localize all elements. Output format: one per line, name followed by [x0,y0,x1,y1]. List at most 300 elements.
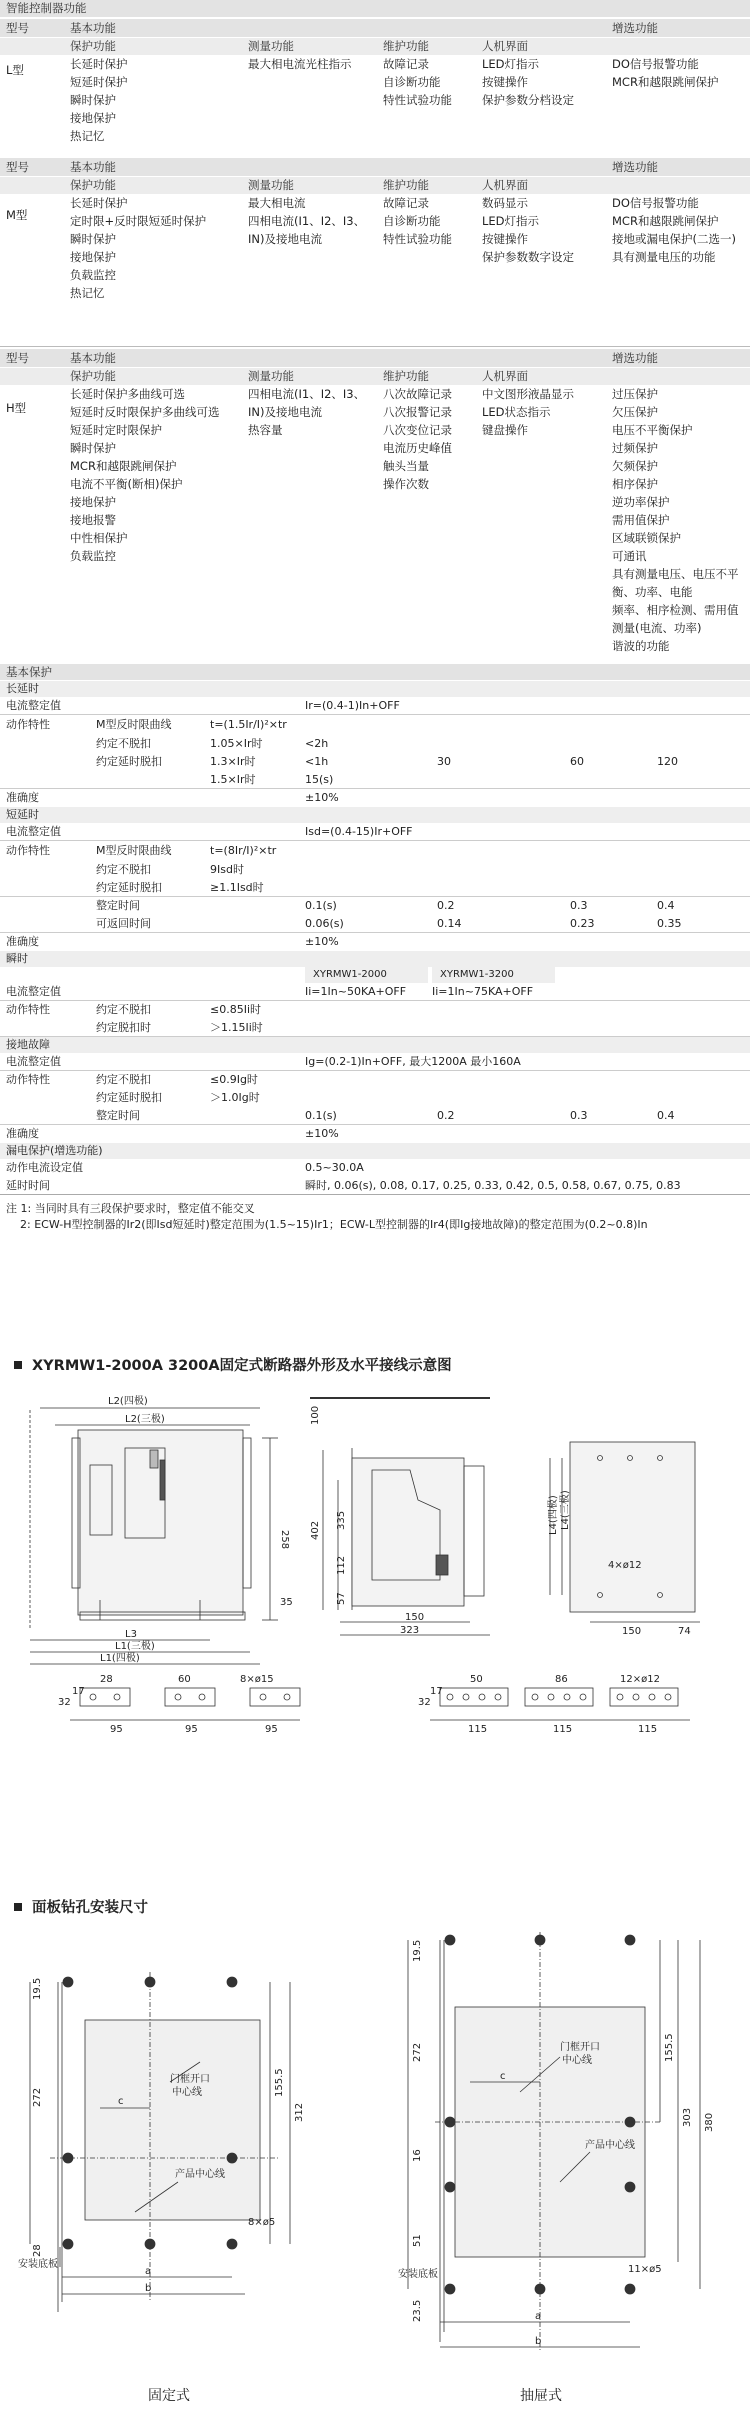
list-item: 短延时反时限保护多曲线可选 [70,405,220,419]
acc-label: 准确度 [6,791,39,804]
dim-112: 112 [336,1555,347,1575]
col-prot: 保护功能 [70,369,116,383]
basic-protection-section [0,664,750,1235]
short-formula: t=(8Ir/I)²×tr [210,844,277,857]
note-1: 注 1: 当同时具有三段保护要求时，整定值不能交叉 [6,1202,255,1215]
dim-100: 100 [310,1405,321,1425]
fixed-19-5: 19.5 [32,1977,43,2000]
list-item: 热容量 [248,423,283,437]
list-item: MCR和越限跳闸保护 [612,75,719,89]
list-item: 操作次数 [383,477,429,491]
cell: 0.1(s) [305,899,337,912]
leak-title [0,1143,750,1159]
outline-drawing [0,1380,750,1740]
short-char-row [0,841,750,861]
fixed-prod: 产品中心线 [175,2169,225,2180]
short-char-label: 动作特性 [6,844,50,857]
ground-setting-row [0,1053,750,1071]
cell: 15(s) [305,773,334,786]
l-meas-list [248,55,352,73]
long-r3 [0,771,750,789]
col-hmi: 人机界面 [482,178,528,192]
busbar-2000 [70,1688,300,1720]
ground-title-text: 接地故障 [6,1038,50,1051]
dim-150: 150 [405,1612,425,1623]
cell: ≥1.1Isd时 [210,881,264,894]
dim-L4: L4(四极) [548,1495,559,1535]
dim-L1a: L1(三极) [115,1641,155,1652]
ground-char-label: 动作特性 [6,1073,50,1086]
drawer-type [408,1932,700,2352]
m-type-subheader [0,177,750,194]
cell: 瞬时, 0.06(s), 0.08, 0.17, 0.25, 0.33, 0.42, 0.5, 0.58, 0.67, 0.75, 0.83 [305,1179,681,1192]
list-item: 键盘操作 [482,423,528,437]
model-2000: XYRMW1-2000 [305,967,428,983]
section-title: 智能控制器功能 [0,0,750,17]
fixed-c: c [118,2096,124,2107]
col-basic: 基本功能 [70,21,116,35]
list-item: LED状态指示 [482,405,551,419]
fixed-155-5: 155.5 [274,2068,285,2097]
drawer-23-5: 23.5 [412,2299,423,2322]
cell: 60 [570,755,584,768]
ground-r1 [0,1071,750,1089]
list-item: 接地报警 [70,513,116,527]
long-title [0,681,750,697]
drawing1-title [0,1354,452,1375]
l-prot-list [70,55,128,145]
dim-86: 86 [555,1674,568,1685]
dim-115c: 115 [638,1724,658,1735]
cell: 动作电流设定值 [6,1161,83,1174]
dim-60: 60 [178,1674,191,1685]
cell: 0.3 [570,1109,588,1122]
list-item: 具有测量电压、电压不平 [612,567,739,581]
cell: 约定延时脱扣 [96,1091,162,1104]
dim-335: 335 [336,1510,347,1530]
col-opt: 增选功能 [612,351,658,365]
inst-title-text: 瞬时 [6,952,28,965]
short-r3 [0,897,750,915]
cell: 1.5×Ir时 [210,773,256,786]
list-item: 最大相电流 [248,196,306,210]
m-type-header [0,158,750,176]
leak-title-text: 漏电保护(增选功能) [6,1144,103,1157]
drawer-door2: 中心线 [562,2055,592,2066]
bullet-icon [14,1903,22,1911]
col-prot: 保护功能 [70,178,116,192]
dim-74: 74 [678,1626,691,1637]
h-type-body [0,385,750,675]
col-opt: 增选功能 [612,160,658,174]
list-item: IN)及接地电流 [248,405,322,419]
list-item: 接地保护 [70,111,116,125]
drawer-272: 272 [412,2042,423,2062]
list-item: 特性试验功能 [383,232,452,246]
acc: ±10% [305,935,339,948]
dim-115a: 115 [468,1724,488,1735]
list-item: 接地保护 [70,250,116,264]
cell: 9Isd时 [210,863,244,876]
smart-controller-section [0,0,750,675]
cell: <2h [305,737,329,750]
panel-drilling-drawing [0,1922,750,2427]
front-view [30,1408,278,1664]
list-item: 过压保护 [612,387,658,401]
l-type-header [0,19,750,37]
col-maint: 维护功能 [383,39,429,53]
list-item: 区域联锁保护 [612,531,681,545]
ground-setting-label: 电流整定值 [6,1055,61,1068]
h-type-header [0,349,750,367]
cell: 0.23 [570,917,595,930]
m-meas-list [248,194,365,248]
list-item: 故障记录 [383,196,429,210]
drawer-prod: 产品中心线 [585,2140,635,2151]
col-basic: 基本功能 [70,351,116,365]
m-type-label: M型 [6,208,28,222]
cell: 约定不脱扣 [96,1073,151,1086]
cell: 约定不脱扣 [96,737,151,750]
cell: 0.06(s) [305,917,344,930]
list-item: 保护参数数字设定 [482,250,574,264]
long-setting-label: 电流整定值 [6,699,61,712]
list-item: 按键操作 [482,75,528,89]
note-2: 2: ECW-H型控制器的Ir2(即Isd短延时)整定范围为(1.5~15)Ir1；ECW-L型控制器的Ir4(即Ig接地故障)的整定范围为(0.2~0.8)In [20,1218,648,1231]
list-item: 过频保护 [612,441,658,455]
ground-acc [0,1125,750,1143]
cell: 约定延时脱扣 [96,755,162,768]
dim-323: 323 [400,1625,420,1636]
col-meas: 测量功能 [248,178,294,192]
drawer-16: 16 [412,2149,423,2162]
col-type: 型号 [6,21,29,35]
inst-s1: Ii=1In~50KA+OFF [305,985,407,998]
list-item: 自诊断功能 [383,75,441,89]
short-setting: Isd=(0.4-15)Ir+OFF [305,825,413,838]
list-item: 故障记录 [383,57,429,71]
cell: 0.2 [437,1109,455,1122]
list-item: 具有测量电压的功能 [612,250,716,264]
dim-hole: 4×ø12 [608,1560,642,1571]
cell: ＞1.15Ii时 [210,1021,263,1034]
cell: 整定时间 [96,1109,140,1122]
list-item: LED灯指示 [482,57,540,71]
dim-95b: 95 [185,1724,198,1735]
list-item: 保护参数分档设定 [482,93,574,107]
dim-150b: 150 [622,1626,642,1637]
col-maint: 维护功能 [383,178,429,192]
h-hmi-list [482,385,574,439]
drawer-380: 380 [704,2112,715,2132]
list-item: MCR和越限跳闸保护 [612,214,719,228]
ground-setting: Ig=(0.2-1)In+OFF, 最大1200A 最小160A [305,1055,521,1068]
dim-115b: 115 [553,1724,573,1735]
fixed-272: 272 [32,2087,43,2107]
col-hmi: 人机界面 [482,39,528,53]
list-item: 自诊断功能 [383,214,441,228]
cell: 整定时间 [96,899,140,912]
short-r1 [0,861,750,879]
cell: 30 [437,755,451,768]
inst-title [0,951,750,967]
dim-35: 35 [280,1597,293,1608]
h-type-label: H型 [6,401,27,415]
list-item: 瞬时保护 [70,93,116,107]
cell: 0.35 [657,917,682,930]
dim-8x15: 8×ø15 [240,1674,274,1685]
fixed-b: b [145,2283,152,2294]
list-item: 频率、相序检测、需用值 [612,603,739,617]
dim-12x12: 12×ø12 [620,1674,660,1685]
bullet-icon [14,1361,22,1369]
col-basic: 基本功能 [70,160,116,174]
h-meas-list [248,385,365,439]
col-maint: 维护功能 [383,369,429,383]
short-setting-label: 电流整定值 [6,825,61,838]
drawing1-title-text: XYRMW1-2000A 3200A固定式断路器外形及水平接线示意图 [32,1358,452,1374]
fixed-312: 312 [294,2102,305,2122]
list-item: 电流历史峰值 [383,441,452,455]
col-prot: 保护功能 [70,39,116,53]
drawer-base: 安装底板 [398,2269,438,2280]
cell: 1.3×Ir时 [210,755,256,768]
drawer-51: 51 [412,2234,423,2247]
dim-32: 32 [58,1697,71,1708]
cell: ≤0.9Ig时 [210,1073,258,1086]
m-opt-list [612,194,736,266]
list-item: 欠频保护 [612,459,658,473]
dim-L1b: L1(四极) [100,1653,140,1664]
leak-r2 [0,1177,750,1195]
list-item: 谐波的功能 [612,639,670,653]
list-item: 短延时定时限保护 [70,423,162,437]
list-item: 按键操作 [482,232,528,246]
list-item: 四相电流(I1、I2、I3、 [248,387,366,401]
list-item: 测量(电流、功率) [612,621,702,635]
list-item: 长延时保护多曲线可选 [70,387,185,401]
list-item: 长延时保护 [70,196,128,210]
acc: ±10% [305,1127,339,1140]
drawer-155-5: 155.5 [664,2033,675,2062]
busbar-3200 [430,1688,690,1720]
cell: 0.5~30.0A [305,1161,364,1174]
dim-95c: 95 [265,1724,278,1735]
acc-label: 准确度 [6,1127,39,1140]
fixed-28: 28 [32,2244,43,2257]
short-title [0,807,750,823]
list-item: 欠压保护 [612,405,658,419]
drawer-c: c [500,2071,506,2082]
drawer-b: b [535,2336,542,2347]
cell: ≤0.85Ii时 [210,1003,262,1016]
list-item: 中性相保护 [70,531,128,545]
dim-L2: L2(四极) [108,1396,148,1407]
dim-28: 28 [100,1674,113,1685]
cell: 120 [657,755,678,768]
cell: 0.4 [657,899,675,912]
drawer-caption: 抽屉式 [520,2388,562,2404]
drawer-303: 303 [682,2107,693,2127]
list-item: 最大相电流光柱指示 [248,57,352,71]
m-hmi-list [482,194,574,266]
short-curve: M型反时限曲线 [96,844,172,857]
ground-title [0,1037,750,1053]
list-item: 八次故障记录 [383,387,452,401]
dim-50: 50 [470,1674,483,1685]
list-item: 长延时保护 [70,57,128,71]
l-opt-list [612,55,718,91]
list-item: 四相电流(I1、I2、I3、 [248,214,366,228]
h-maint-list [383,385,452,493]
cell: 约定不脱扣 [96,863,151,876]
m-prot-list [70,194,206,302]
l-maint-list [383,55,452,109]
list-item: 电压不平衡保护 [612,423,693,437]
list-item: 需用值保护 [612,513,670,527]
inst-r1 [0,1001,750,1019]
col-meas: 测量功能 [248,369,294,383]
list-item: 热记忆 [70,286,105,300]
cell: 可返回时间 [96,917,151,930]
drawer-19-5: 19.5 [412,1939,423,1962]
list-item: 接地保护 [70,495,116,509]
list-item: 接地或漏电保护(二选一) [612,232,736,246]
cell: 0.2 [437,899,455,912]
cell: 约定不脱扣 [96,1003,151,1016]
cell: 1.05×Ir时 [210,737,263,750]
l-type-body [0,55,750,155]
col-type: 型号 [6,160,29,174]
list-item: 相序保护 [612,477,658,491]
dim-402: 402 [310,1520,321,1540]
fixed-base: 安装底板 [18,2259,58,2270]
list-item: 中文图形液晶显示 [482,387,574,401]
list-item: 热记忆 [70,129,105,143]
long-setting-row [0,697,750,715]
dim-17: 17 [72,1686,85,1697]
drawer-door: 门框开口 [560,2042,600,2053]
cell: 0.3 [570,899,588,912]
col-type: 型号 [6,351,29,365]
fixed-door2: 中心线 [172,2087,202,2098]
dim-95a: 95 [110,1724,123,1735]
cell: ＞1.0Ig时 [210,1091,260,1104]
list-item: 定时限+反时限短延时保护 [70,214,207,228]
drawing2-title-text: 面板钻孔安装尺寸 [32,1900,148,1916]
list-item: 瞬时保护 [70,441,116,455]
list-item: 触头当量 [383,459,429,473]
fixed-door: 门框开口 [170,2074,210,2085]
mount-plan [550,1442,700,1622]
list-item: 衡、功率、电能 [612,585,693,599]
basic-title: 基本保护 [0,664,750,680]
short-acc [0,933,750,951]
ground-r3 [0,1107,750,1125]
cell: 0.1(s) [305,1109,337,1122]
h-prot-list [70,385,220,565]
list-item: 逆功率保护 [612,495,670,509]
inst-setting-row [0,983,750,1001]
fixed-a: a [145,2266,152,2277]
m-maint-list [383,194,452,248]
acc-label: 准确度 [6,935,39,948]
dim-32b: 32 [418,1697,431,1708]
long-formula: t=(1.5Ir/I)²×tr [210,718,287,731]
col-opt: 增选功能 [612,21,658,35]
inst-models [0,967,750,983]
list-item: 负载监控 [70,268,116,282]
m-type-body [0,194,750,346]
long-r2 [0,753,750,771]
short-r4 [0,915,750,933]
drawer-a: a [535,2311,542,2322]
long-title-text: 长延时 [6,682,39,695]
dim-57: 57 [336,1592,347,1605]
list-item: 数码显示 [482,196,528,210]
l-type-subheader [0,38,750,55]
list-item: IN)及接地电流 [248,232,322,246]
short-title-text: 短延时 [6,808,39,821]
list-item: 电流不平衡(断相)保护 [70,477,183,491]
acc: ±10% [305,791,339,804]
cell: 0.4 [657,1109,675,1122]
dim-258: 258 [279,1530,290,1550]
list-item: 八次变位记录 [383,423,452,437]
l-hmi-list [482,55,574,109]
cell: 约定脱扣时 [96,1021,151,1034]
l-type-label: L型 [6,63,24,77]
col-meas: 测量功能 [248,39,294,53]
dim-L2b: L2(三极) [125,1414,165,1425]
cell: 延时时间 [6,1179,50,1192]
long-curve: M型反时限曲线 [96,718,172,731]
notes [0,1195,750,1235]
inst-char-label: 动作特性 [6,1003,50,1016]
long-char-label: 动作特性 [6,718,50,731]
drawing2-title [0,1896,148,1917]
inst-r2 [0,1019,750,1037]
dim-17b: 17 [430,1686,443,1697]
cell: 约定延时脱扣 [96,881,162,894]
ground-r2 [0,1089,750,1107]
cell: 0.14 [437,917,462,930]
dim-L4b: L4(三极) [560,1490,571,1530]
dim-L3: L3 [125,1629,137,1640]
col-hmi: 人机界面 [482,369,528,383]
drawer-holes: 11×ø5 [628,2264,662,2275]
list-item: 特性试验功能 [383,93,452,107]
list-item: 短延时保护 [70,75,128,89]
long-acc [0,789,750,807]
fixed-type [30,1972,290,2312]
list-item: 八次报警记录 [383,405,452,419]
short-r2 [0,879,750,897]
list-item: 负载监控 [70,549,116,563]
h-type-subheader [0,368,750,385]
inst-setting-label: 电流整定值 [6,985,61,998]
inst-s2: Ii=1In~75KA+OFF [432,985,534,998]
long-r1 [0,735,750,753]
long-char-row [0,715,750,735]
cell: <1h [305,755,329,768]
short-setting-row [0,823,750,841]
list-item: LED灯指示 [482,214,540,228]
model-3200: XYRMW1-3200 [432,967,555,983]
fixed-holes: 8×ø5 [248,2217,276,2228]
list-item: 瞬时保护 [70,232,116,246]
fixed-caption: 固定式 [148,2388,190,2404]
